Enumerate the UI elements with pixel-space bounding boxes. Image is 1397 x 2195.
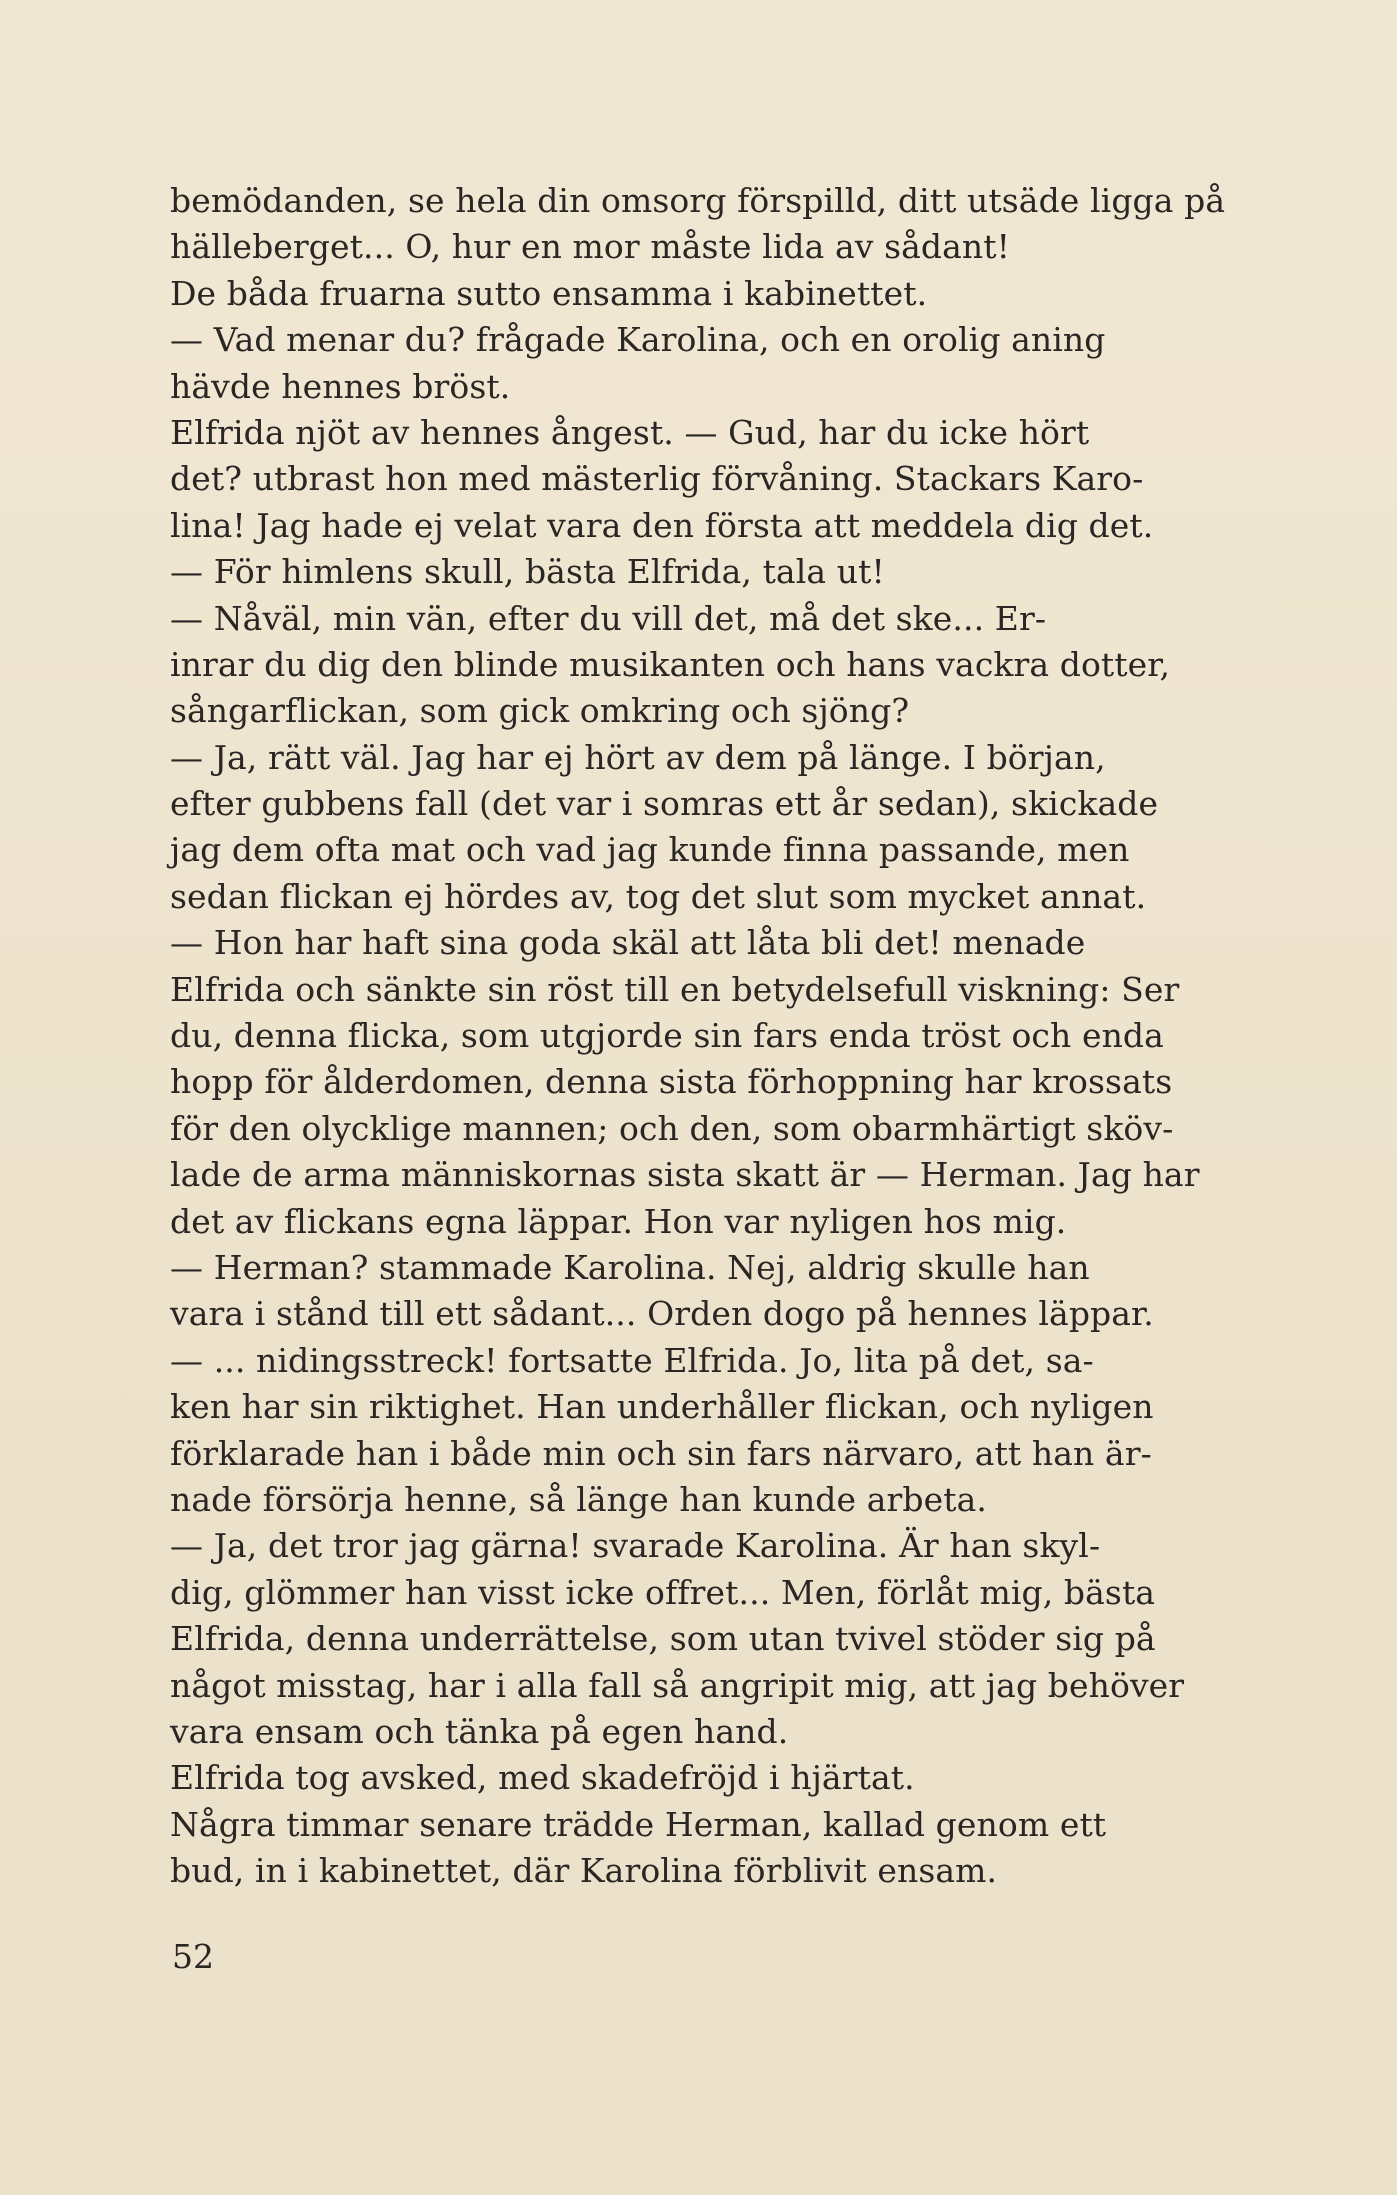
text-line: — ... nidingsstreck! fortsatte Elfrida. Jo, lita på det, sa- [170, 1340, 1094, 1380]
text-line: efter gubbens fall (det var i somras ett år sedan), skickade [170, 784, 1159, 824]
text-line: — Vad menar du? frågade Karolina, och en orolig aning [170, 320, 1106, 360]
text-line: vara ensam och tänka på egen hand. [170, 1711, 789, 1751]
text-line: det? utbrast hon med mästerlig förvåning. Stackars Karo- [170, 459, 1144, 499]
text-line: Elfrida tog avsked, med skadefröjd i hjärtat. [170, 1758, 915, 1798]
text-line: — Ja, rätt väl. Jag har ej hört av dem på länge. I början, [170, 737, 1106, 777]
page-text [170, 178, 1295, 1894]
text-line: — Nåväl, min vän, efter du vill det, må det ske... Er- [170, 598, 1047, 638]
text-line: Elfrida, denna underrättelse, som utan tvivel stöder sig på [170, 1619, 1156, 1659]
text-line: hälleberget... O, hur en mor måste lida av sådant! [170, 227, 1011, 267]
text-line: bemödanden, se hela din omsorg förspilld, ditt utsäde ligga på [170, 181, 1226, 220]
text-line: lade de arma människornas sista skatt är — Herman. Jag har [170, 1155, 1200, 1195]
text-line: jag dem ofta mat och vad jag kunde finna passande, men [170, 830, 1130, 870]
text-line: nade försörja henne, så länge han kunde arbeta. [170, 1479, 987, 1519]
text-line: hävde hennes bröst. [170, 366, 511, 406]
text-line: Några timmar senare trädde Herman, kallad genom ett [170, 1804, 1107, 1844]
text-line: lina! Jag hade ej velat vara den första att meddela dig det. [170, 505, 1154, 545]
text-line: — Hon har haft sina goda skäl att låta bli det! menade [170, 923, 1086, 963]
text-line: — Herman? stammade Karolina. Nej, aldrig skulle han [170, 1247, 1090, 1287]
text-line: bud, in i kabinettet, där Karolina förblivit ensam. [170, 1851, 998, 1891]
text-line: sedan flickan ej hördes av, tog det slut som mycket annat. [170, 876, 1147, 916]
text-line: något misstag, har i alla fall så angripit mig, att jag behöver [170, 1665, 1185, 1705]
text-line: — Ja, det tror jag gärna! svarade Karolina. Är han skyl- [170, 1526, 1101, 1566]
text-line: — För himlens skull, bästa Elfrida, tala ut! [170, 552, 885, 592]
text-line: du, denna flicka, som utgjorde sin fars enda tröst och enda [170, 1016, 1164, 1056]
text-line: sångarflickan, som gick omkring och sjöng? [170, 691, 910, 731]
text-line: Elfrida och sänkte sin röst till en betydelsefull viskning: Ser [170, 969, 1180, 1009]
text-line: hopp för ålderdomen, denna sista förhoppning har krossats [170, 1062, 1173, 1102]
text-line: förklarade han i både min och sin fars närvaro, att han är- [170, 1433, 1152, 1473]
text-line: dig, glömmer han visst icke offret... Men, förlåt mig, bästa [170, 1572, 1156, 1612]
text-line: ken har sin riktighet. Han underhåller flickan, och nyligen [170, 1387, 1154, 1427]
page-number: 52 [172, 1937, 214, 1976]
text-line: Elfrida njöt av hennes ångest. — Gud, har du icke hört [170, 412, 1090, 452]
text-line: för den olycklige mannen; och den, som obarmhärtigt sköv- [170, 1108, 1174, 1148]
text-line: det av flickans egna läppar. Hon var nyligen hos mig. [170, 1201, 1067, 1241]
text-line: inrar du dig den blinde musikanten och hans vackra dotter, [170, 644, 1171, 684]
text-line: vara i stånd till ett sådant... Orden dogo på hennes läppar. [170, 1294, 1154, 1334]
text-line: De båda fruarna sutto ensamma i kabinettet. [170, 273, 928, 313]
